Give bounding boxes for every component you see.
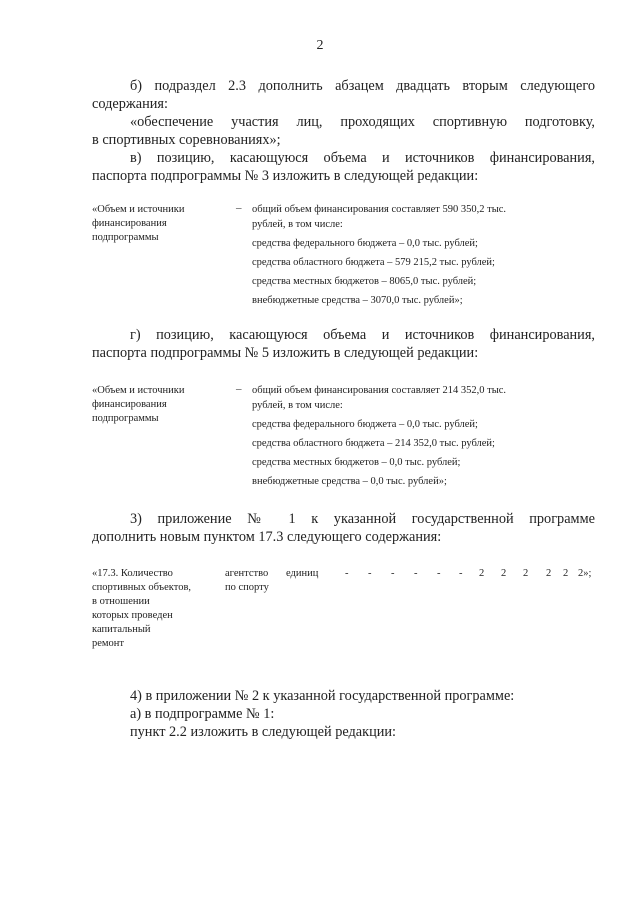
table3-value: 2: [479, 568, 485, 579]
table1-row-2: рублей, в том числе:: [252, 219, 343, 230]
table3-value: -: [437, 568, 441, 579]
table2-label-1: «Объем и источники: [92, 385, 185, 396]
table3-agency-2: по спорту: [225, 582, 269, 593]
table1-row-4: средства областного бюджета – 579 215,2 тыс. рублей;: [252, 257, 495, 268]
table2-dash: –: [236, 383, 242, 395]
table1-row-5: средства местных бюджетов – 8065,0 тыс. рублей;: [252, 276, 477, 287]
table1-row-1: общий объем финансирования составляет 590 350,2 тыс.: [252, 204, 507, 215]
table3-agency-1: агентство: [225, 568, 269, 579]
table1-dash: –: [236, 202, 242, 214]
table3-name-4: которых проведен: [92, 610, 173, 621]
table3-value: -: [459, 568, 463, 579]
table1-label-2: финансирования: [92, 218, 167, 229]
table2-row-4: средства областного бюджета – 214 352,0 тыс. рублей;: [252, 438, 495, 449]
table3-value: 2: [563, 568, 569, 579]
para-4-line1: 4) в приложении № 2 к указанной государственной программе:: [130, 688, 515, 704]
table3-value: 2: [501, 568, 507, 579]
table3-value: -: [345, 568, 349, 579]
table3-unit: единиц: [286, 568, 319, 579]
para-b-quote1: «обеспечение участия лиц, проходящих спортивную подготовку,: [130, 114, 595, 130]
table2-label-2: финансирования: [92, 399, 167, 410]
table1-row-6: внебюджетные средства – 3070,0 тыс. рублей»;: [252, 295, 463, 306]
table1-row-3: средства федерального бюджета – 0,0 тыс. рублей;: [252, 238, 478, 249]
table3-value: -: [368, 568, 372, 579]
para-3-line1: 3) приложение № 1 к указанной государственной программе: [130, 511, 595, 527]
para-g-line2: паспорта подпрограммы № 5 изложить в следующей редакции:: [92, 345, 479, 361]
table2-row-3: средства федерального бюджета – 0,0 тыс. рублей;: [252, 419, 478, 430]
table3-name-6: ремонт: [92, 638, 125, 649]
table3-value: 2: [546, 568, 552, 579]
table3-value: 2: [523, 568, 529, 579]
para-v-line1: в) позицию, касающуюся объема и источников финансирования,: [130, 150, 595, 166]
table1-label-3: подпрограммы: [92, 232, 159, 243]
table3-name-1: «17.3. Количество: [92, 568, 173, 579]
para-v-line2: паспорта подпрограммы № 3 изложить в следующей редакции:: [92, 168, 479, 184]
table3-name-3: в отношении: [92, 596, 150, 607]
para-4-line3: пункт 2.2 изложить в следующей редакции:: [130, 724, 397, 740]
table2-label-3: подпрограммы: [92, 413, 159, 424]
table3-value: -: [414, 568, 418, 579]
table3-name-5: капитальный: [92, 624, 151, 635]
table3-value: -: [391, 568, 395, 579]
para-b-line2: содержания:: [92, 96, 168, 112]
para-3-line2: дополнить новым пунктом 17.3 следующего содержания:: [92, 529, 442, 545]
para-b-line1: б) подраздел 2.3 дополнить абзацем двадцать вторым следующего: [130, 78, 595, 94]
para-g-line1: г) позицию, касающуюся объема и источников финансирования,: [130, 327, 595, 343]
table2-row-6: внебюджетные средства – 0,0 тыс. рублей»;: [252, 476, 447, 487]
para-4-line2: а) в подпрограмме № 1:: [130, 706, 275, 722]
para-b-quote2: в спортивных соревнованиях»;: [92, 132, 281, 148]
table3-name-2: спортивных объектов,: [92, 582, 192, 593]
table2-row-2: рублей, в том числе:: [252, 400, 343, 411]
table1-label-1: «Объем и источники: [92, 204, 185, 215]
table2-row-5: средства местных бюджетов – 0,0 тыс. рублей;: [252, 457, 461, 468]
table3-value: 2»;: [578, 568, 592, 579]
page-number: 2: [316, 38, 324, 53]
table2-row-1: общий объем финансирования составляет 214 352,0 тыс.: [252, 385, 507, 396]
